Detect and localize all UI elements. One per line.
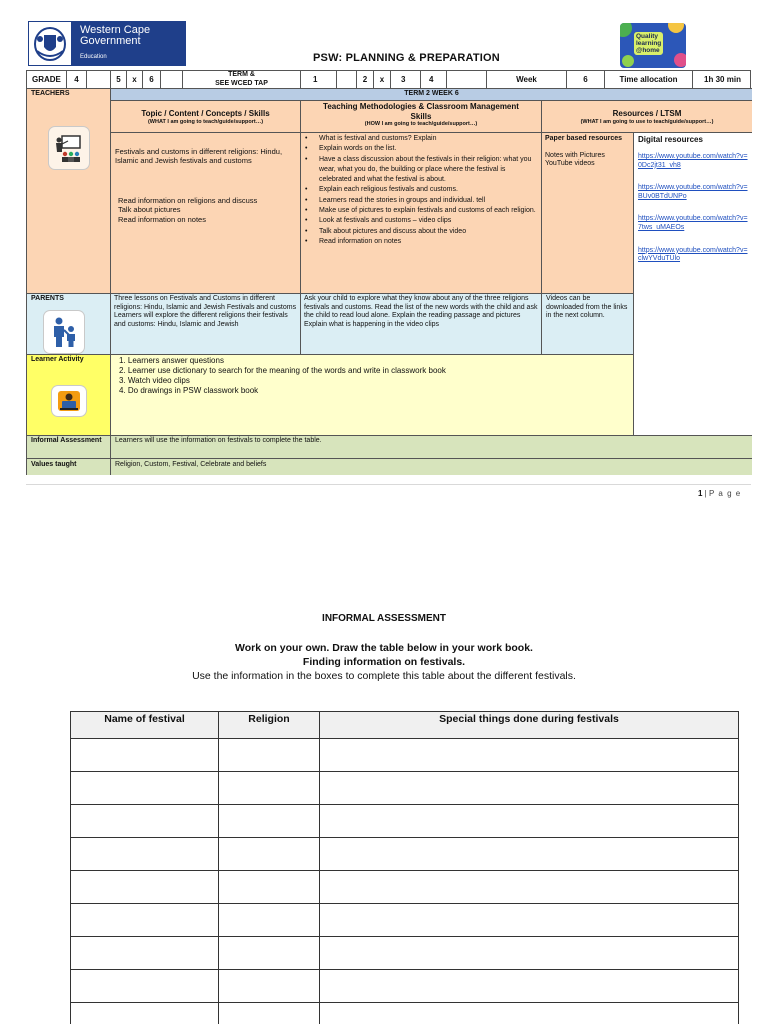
- time-allocation-label: Time allocation: [605, 71, 693, 89]
- parents-resources-cell: [542, 294, 634, 355]
- week-value: 6: [567, 71, 605, 89]
- table-row: [71, 1003, 739, 1024]
- topic-header: Topic / Content / Concepts / Skills: [141, 109, 270, 118]
- youtube-link-1[interactable]: https://www.youtube.com/watch?v=0Dc2jt31_vh8: [638, 153, 748, 169]
- activity-item: 1. Learners answer questions: [119, 356, 224, 365]
- col-header-festival-name: Name of festival: [71, 712, 219, 739]
- youtube-link-4[interactable]: https://www.youtube.com/watch?v=clwYVduTUlo: [638, 246, 748, 263]
- page-footer-divider: [26, 484, 751, 485]
- instruction-line-2: Finding information on festivals.: [302, 656, 466, 668]
- methods-header-cell: [301, 101, 542, 133]
- resources-subheader: (WHAT I am going to use to teach/guide/support…): [580, 119, 714, 125]
- teachers-label: TEACHERS: [31, 90, 70, 97]
- table-row: [71, 937, 739, 970]
- method-item: • Have a class discussion about the festivals in their religion: what you wear, what you do, the building or place where the festival is celebrated and what the festival is about.: [301, 155, 538, 186]
- values-label: Values taught: [31, 461, 77, 468]
- parents-topic-text: Three lessons on Festivals and Customs in different religions: Hindu, Islamic and Jewish Festivals and customs Learners will explore the different religions their festivals and customs: Hindu, Islamic and Jewish: [114, 295, 297, 328]
- teacher-presentation-icon: [49, 127, 89, 169]
- activity-item: 3. Watch video clips: [119, 376, 190, 385]
- coat-of-arms-icon: [28, 21, 72, 66]
- teacher-methods-cell: [301, 133, 542, 294]
- digital-resources-label: Digital resources: [638, 135, 703, 144]
- method-item: • What is festival and customs? Explain: [301, 134, 538, 144]
- learner-activity-list: [115, 356, 629, 396]
- table-row: [71, 772, 739, 805]
- methods-subheader: (HOW I am going to teach/guide/support…): [364, 121, 478, 127]
- term-week-band: TERM 2 WEEK 6: [111, 89, 752, 101]
- paper-resources-text: Notes with Pictures YouTube videos: [545, 151, 605, 168]
- grade-option-6: 6: [143, 71, 161, 89]
- teacher-topic-text: Festivals and customs in different religions: Hindu, Islamic and Jewish festivals and customs: [115, 147, 283, 166]
- table-row: [71, 904, 739, 937]
- method-item: • Learners read the stories in groups and individual. tell: [301, 196, 538, 206]
- activity-item: 4. Do drawings in PSW classwork book: [119, 386, 259, 395]
- table-row: [71, 871, 739, 904]
- youtube-link-2[interactable]: https://www.youtube.com/watch?v=BUv0BTdUNPo: [638, 184, 748, 200]
- informal-assessment-cell: [111, 436, 752, 459]
- ql-logo-line1: Quality: [636, 33, 659, 40]
- youtube-link-3[interactable]: https://www.youtube.com/watch?v=7tws_uMAEOs: [638, 215, 748, 231]
- teachers-label-cell: [27, 89, 111, 294]
- method-item: • Explain words on the list.: [301, 144, 538, 154]
- grade-option-x: x: [127, 71, 143, 89]
- parents-methods-cell: [301, 294, 542, 355]
- table-row: [71, 739, 739, 772]
- paper-resources-label: Paper based resources: [545, 135, 623, 142]
- informal-assessment-label: Informal Assessment: [31, 437, 102, 444]
- term-option-4: 4: [421, 71, 447, 89]
- western-cape-government-logo: [28, 21, 186, 66]
- teacher-methods-list: [301, 134, 538, 247]
- document-title: PSW: PLANNING & PREPARATION: [313, 52, 500, 64]
- topic-header-cell: [111, 101, 301, 133]
- page-number: 1 | P a g e: [698, 489, 742, 498]
- col-header-special-things: Special things done during festivals: [320, 712, 739, 739]
- methods-header: Teaching Methodologies & Classroom Management Skills: [323, 102, 519, 121]
- paper-resources-cell: [542, 133, 634, 294]
- week-label: Week: [487, 71, 567, 89]
- informal-assessment-label-cell: [27, 436, 111, 459]
- festival-table: [70, 711, 739, 1024]
- grade-value: 4: [67, 71, 87, 89]
- method-item: • Make use of pictures to explain festivals and customs of each religion.: [301, 206, 538, 216]
- values-label-cell: [27, 459, 111, 475]
- instruction-line-1: Work on your own. Draw the table below in your work book.: [235, 642, 533, 654]
- col-header-religion: Religion: [219, 712, 320, 739]
- term-option-3: 3: [391, 71, 421, 89]
- teacher-topic-line-1: Read information on religions and discuss: [118, 195, 258, 205]
- quality-learning-logo: [620, 23, 686, 68]
- informal-assessment-title: INFORMAL ASSESSMENT: [322, 613, 446, 624]
- grade-option-5: 5: [111, 71, 127, 89]
- informal-assessment-text: Learners will use the information on festivals to complete the table.: [115, 437, 322, 444]
- org-department: Education: [80, 54, 107, 60]
- topic-subheader: (WHAT I am going to teach/guide/support…): [147, 119, 264, 125]
- teacher-topic-cell: [111, 133, 301, 294]
- parents-topic-cell: [111, 294, 301, 355]
- time-allocation-value: 1h 30 min: [693, 71, 752, 89]
- method-item: • Read information on notes: [301, 237, 538, 247]
- values-text: Religion, Custom, Festival, Celebrate and beliefs: [115, 461, 267, 468]
- term-option-1: 1: [301, 71, 337, 89]
- method-item: • Explain each religious festivals and customs.: [301, 185, 538, 195]
- parents-resources-text: Videos can be downloaded from the links in the next column.: [546, 295, 628, 320]
- values-cell: [111, 459, 752, 475]
- grade-label: GRADE: [27, 71, 67, 89]
- term-label: TERM & SEE WCED TAP: [183, 71, 301, 89]
- table-row: [71, 970, 739, 1003]
- activity-item: 2. Learner use dictionary to search for the meaning of the words and write in classwork book: [119, 366, 446, 375]
- lesson-plan-grid: [26, 70, 751, 475]
- method-item: • Talk about pictures and discuss about the video: [301, 227, 538, 237]
- table-row: [71, 805, 739, 838]
- parents-label: PARENTS: [31, 295, 64, 302]
- learner-laptop-icon: [52, 386, 86, 416]
- method-item: • Look at festivals and customs – video clips: [301, 216, 538, 226]
- term-option-2: 2: [357, 71, 374, 89]
- org-name-line2: Government: [80, 35, 141, 47]
- learner-activity-cell: [111, 355, 634, 436]
- teacher-topic-line-3: Read information on notes: [118, 214, 206, 224]
- org-name-line1: Western Cape: [80, 24, 151, 36]
- resources-header: Resources / LTSM: [612, 109, 682, 118]
- parent-child-icon: [44, 311, 84, 353]
- parents-methods-text: Ask your child to explore what they know about any of the three religions festivals and customs. Read the list of the new words with the child and ask the child to read loud alone. Explain the reading passage and pictures Explain what is happening in the video clips: [304, 295, 538, 328]
- table-row: [71, 838, 739, 871]
- instruction-line-3: Use the information in the boxes to complete this table about the different festivals.: [192, 670, 576, 682]
- resources-header-cell: [542, 101, 752, 133]
- digital-resources-cell: [634, 133, 752, 436]
- learner-activity-label: Learner Activity: [31, 356, 84, 363]
- ql-logo-line3: @home: [636, 47, 660, 54]
- teacher-topic-line-2: Talk about pictures: [118, 205, 181, 215]
- ql-logo-line2: learning: [636, 40, 662, 47]
- term-option-x: x: [374, 71, 391, 89]
